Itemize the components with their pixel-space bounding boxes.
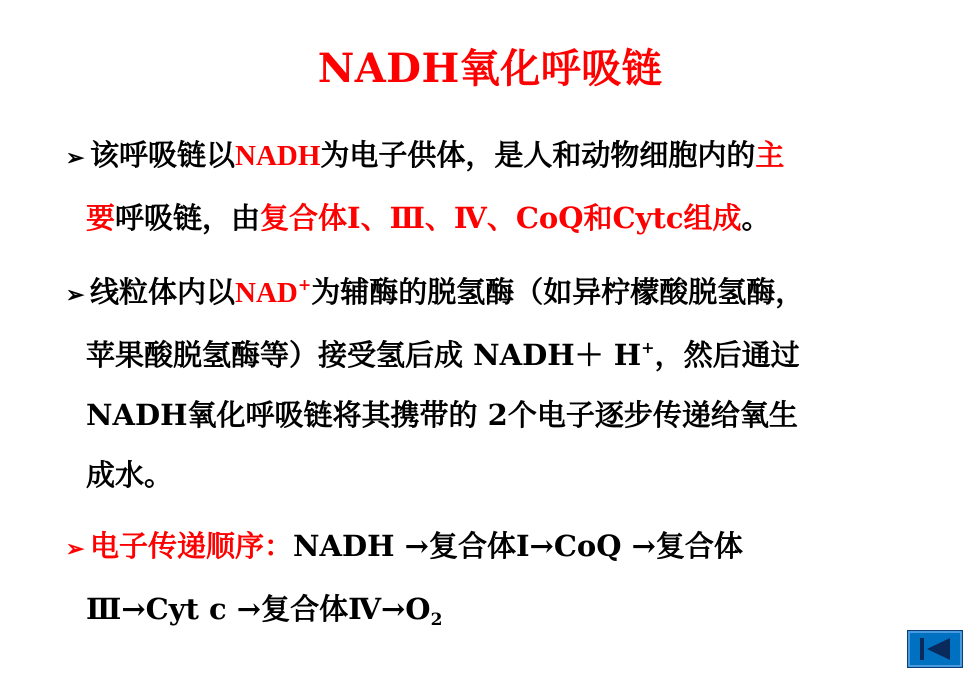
arrow-bullet-icon: ➢: [66, 282, 85, 308]
paragraph-line: [66, 325, 916, 385]
paragraph-line: [66, 262, 916, 325]
text-span: 该呼吸链以: [90, 138, 236, 172]
superscript: +: [297, 275, 312, 294]
paragraph-line: [66, 385, 916, 445]
superscript: +: [641, 338, 655, 357]
paragraph-line: [66, 516, 916, 579]
text-span: Ⅲ→Cyt c →复合体Ⅳ→O: [86, 592, 431, 626]
first-slide-button[interactable]: [907, 630, 963, 668]
highlight-text: 电子传递顺序：: [90, 529, 294, 563]
paragraph-line: [66, 125, 916, 188]
paragraph-line: [66, 188, 916, 248]
text-span: 为辅酶的脱氢酶（如异柠檬酸脱氢酶，: [311, 275, 805, 309]
paragraph-nadh-generation: [66, 262, 916, 505]
subscript: 2: [430, 610, 443, 630]
text-span: 苹果酸脱氢酶等）接受氢后成 NADH＋ H: [86, 338, 642, 372]
first-slide-icon: [908, 631, 962, 667]
text-span: 成水。: [86, 458, 174, 492]
highlight-text: 主: [755, 138, 785, 172]
arrow-bullet-icon: ➢: [66, 145, 85, 171]
text-span: 为电子供体，是人和动物细胞内的: [320, 138, 756, 172]
highlight-text: 要: [86, 201, 116, 235]
paragraph-electron-transfer-order: [66, 516, 916, 639]
arrow-bullet-icon: ➢: [66, 536, 85, 562]
paragraph-respiratory-chain: [66, 125, 916, 248]
text-span: ，然后通过: [654, 338, 800, 372]
highlight-text: 复合体Ⅰ、Ⅲ、Ⅳ、CoQ和Cytc组成: [260, 201, 742, 235]
slide-title: NADH氧化呼吸链: [317, 45, 663, 92]
paragraph-line: [66, 579, 916, 639]
text-span: NADH →复合体Ⅰ→CoQ →复合体: [293, 529, 743, 563]
text-span: 呼吸链，由: [115, 201, 261, 235]
text-span: NADH氧化呼吸链将其携带的 2个电子逐步传递给氧生: [86, 398, 798, 432]
text-span: 。: [741, 201, 771, 235]
highlight-text: NADH: [235, 140, 321, 172]
paragraph-line: [66, 445, 916, 505]
text-span: 线粒体内以: [90, 275, 236, 309]
highlight-text: NAD: [235, 277, 298, 309]
